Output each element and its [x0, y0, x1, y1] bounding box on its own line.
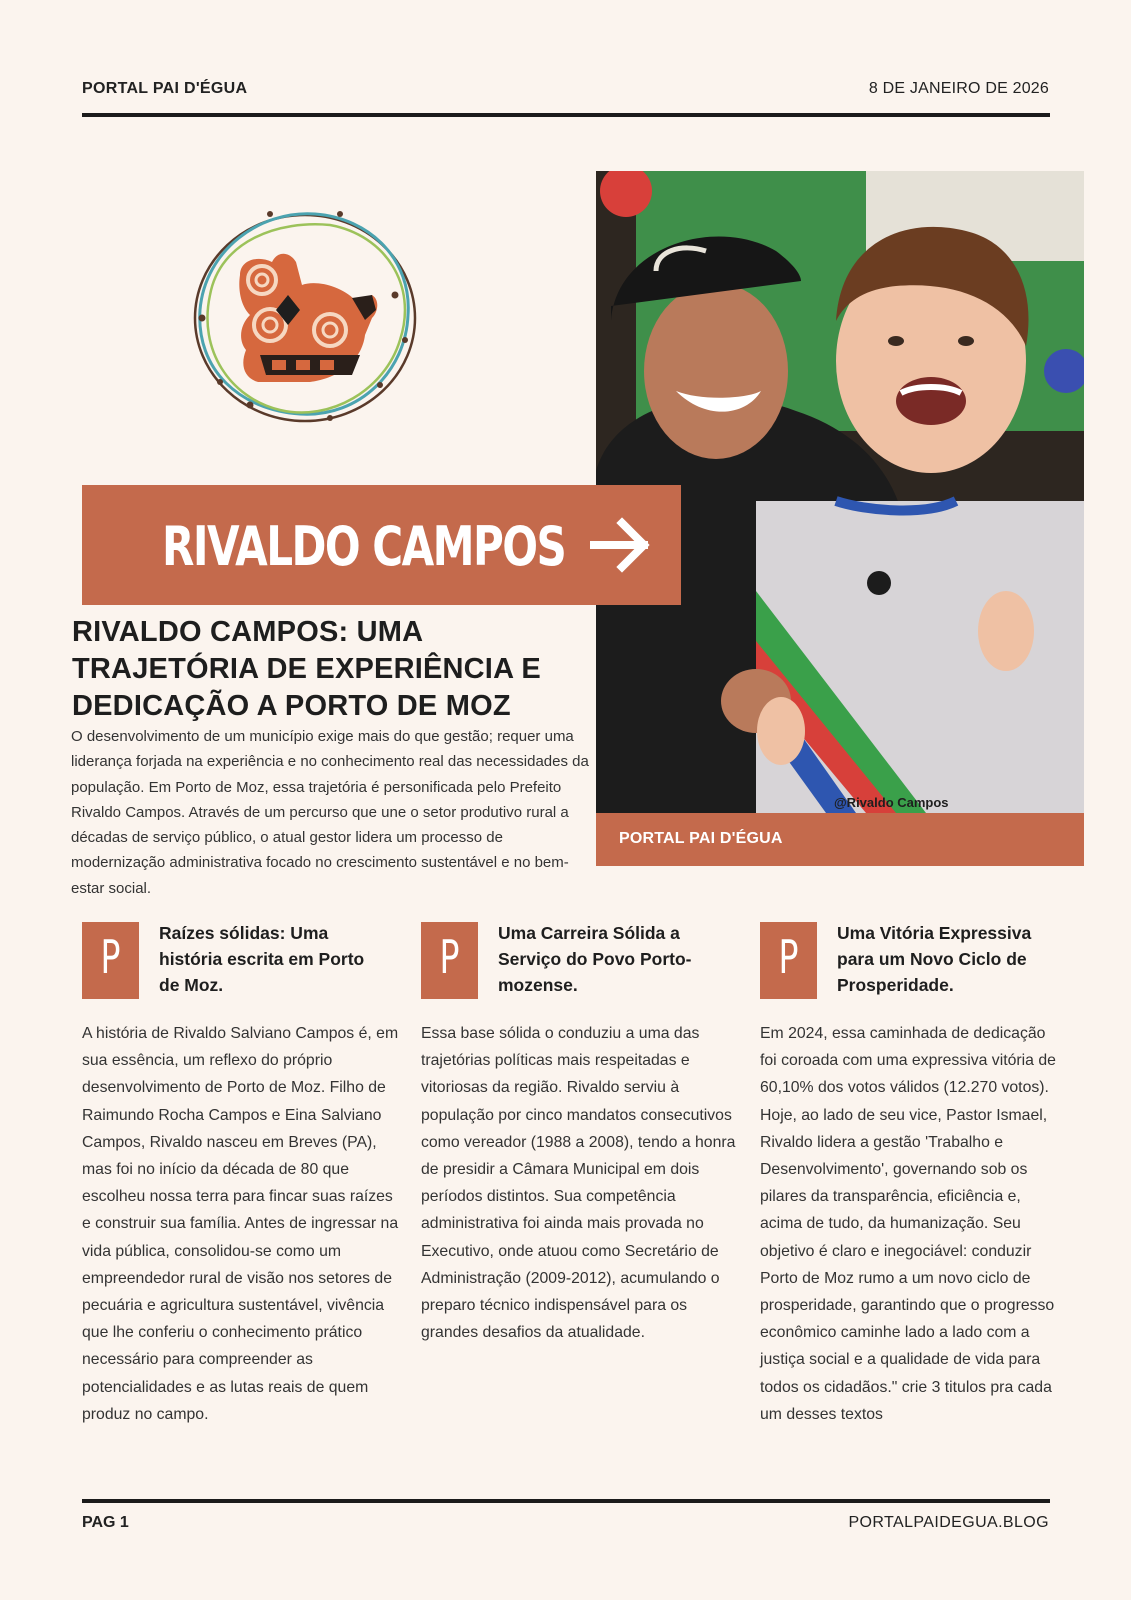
column-3-title: Uma Vitória Expressiva para um Novo Ciclo de Prosperidade.	[837, 923, 1032, 995]
footer-divider	[82, 1499, 1050, 1503]
article-intro: O desenvolvimento de um município exige mais do que gestão; requer uma liderança forjada na experiência e no conhecimento real das necessidades da população. Em Porto de Moz, essa trajetória é personificada pelo Prefeito Rivaldo Campos. Através de um percurso que une o setor produtivo rural a décadas de serviço público, o atual gestor lidera um processo de modernização administrativa focado no crescimento sustentável e no bem-estar social.	[71, 728, 589, 897]
porto-de-moz-logo	[180, 200, 430, 435]
column-1-body: A história de Rivaldo Salviano Campos é, em sua essência, um reflexo do próprio desenvolvimento de Porto de Moz. Filho de Raimundo Rocha Campos e Eina Salviano Campos, Rivaldo nasceu em Breves (PA), mas foi no início da década de 80 que escolheu nossa terra para fincar suas raízes e construir sua família. Antes de ingressar na vida pública, consolidou-se como um empreendedor rural de visão nos setores de pecuária e agricultura sustentável, vivência que lhe conferiu o conhecimento prático necessário para compreender as potencialidades e as lutas reais de quem produz no campo.	[82, 1025, 399, 1423]
photo-caption-label: PORTAL PAI D'ÉGUA	[619, 830, 783, 847]
column-3-marker-letter: P	[778, 930, 799, 984]
column-3-body: Em 2024, essa caminhada de dedicação foi coroada com uma expressiva vitória de 60,10% dos votos válidos (12.270 votos). Hoje, ao lado de seu vice, Pastor Ismael, Rivaldo lidera a gestão 'Trabalho e Desenvolvimento', governando sob os pilares da transparência, eficiência e, acima de tudo, da humanização. Seu objetivo é claro e inegociável: conduzir Porto de Moz rumo a um novo ciclo de prosperidade, garantindo que o progresso econômico caminhe lado a lado com a justiça social e a qualidade de vida para todos os cidadãos." crie 3 titulos pra cada um desses textos	[760, 1025, 1056, 1423]
header-divider	[82, 113, 1050, 117]
site-name: PORTAL PAI D'ÉGUA	[82, 80, 248, 97]
column-2-title: Uma Carreira Sólida a Serviço do Povo Porto-mozense.	[498, 923, 692, 995]
column-2-marker-letter: P	[439, 930, 460, 984]
banner-title: RIVALDO CAMPOS	[162, 515, 566, 578]
column-2-marker	[421, 922, 478, 999]
name-banner	[82, 485, 681, 605]
publication-date: 8 DE JANEIRO DE 2026	[868, 80, 1049, 97]
column-1-title: Raízes sólidas: Uma história escrita em Porto de Moz.	[159, 923, 365, 995]
page-number: PAG 1	[82, 1514, 129, 1531]
column-2-body: Essa base sólida o conduziu a uma das trajetórias políticas mais respeitadas e vitoriosas da região. Rivaldo serviu à população por cinco mandatos consecutivos como vereador (1988 a 2008), tendo a honra de presidir a Câmara Municipal em dois períodos distintos. Sua competência administrativa foi ainda mais provada no Executivo, onde atuou como Secretário de Administração (2009-2012), acumulando o preparo técnico indispensável para os grandes desafios da atualidade.	[421, 1025, 736, 1342]
arrow-right-icon	[590, 515, 652, 575]
column-1-marker-letter: P	[100, 930, 121, 984]
photo-watermark: @Rivaldo Campos	[834, 795, 949, 810]
article-headline: RIVALDO CAMPOS: UMA TRAJETÓRIA DE EXPERIÊNCIA E DEDICAÇÃO A PORTO DE MOZ	[72, 616, 541, 722]
column-1-marker	[82, 922, 139, 999]
turtle-logo-icon	[180, 200, 430, 435]
site-url[interactable]: PORTALPAIDEGUA.BLOG	[848, 1514, 1049, 1531]
column-3-marker	[760, 922, 817, 999]
photo-caption	[596, 813, 1084, 866]
